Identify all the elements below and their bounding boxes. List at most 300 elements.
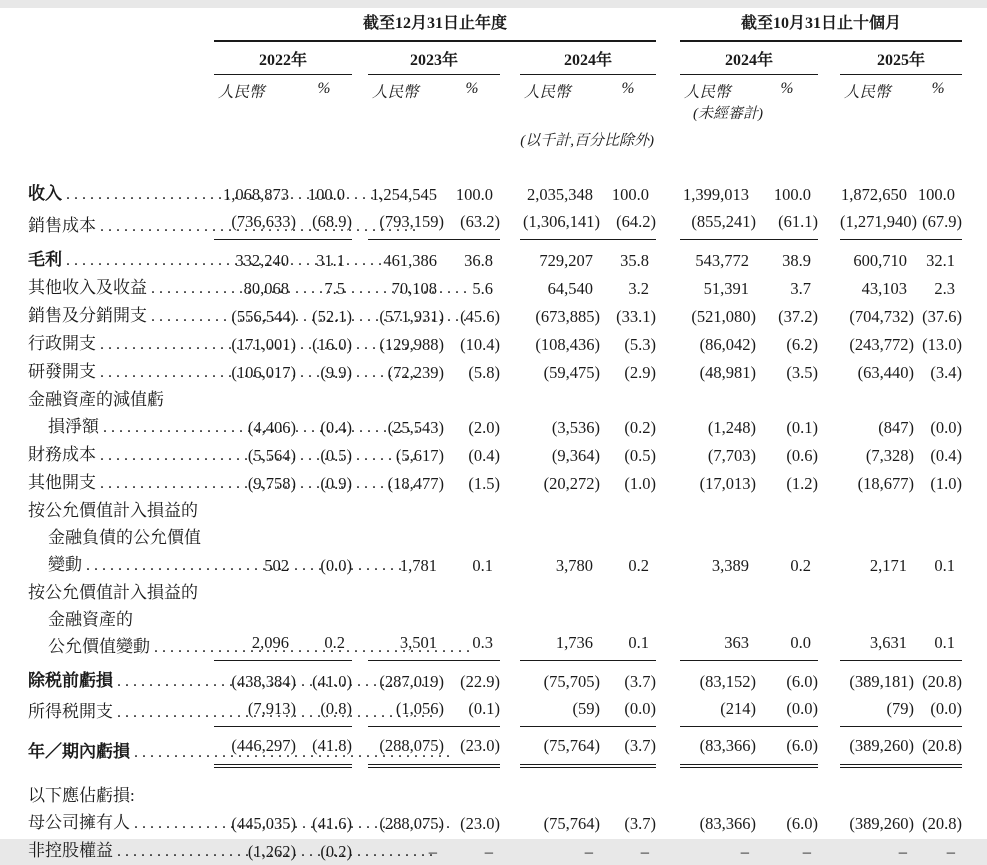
table-row [28,441,962,469]
cell-value: (3.4) [930,362,963,382]
cell-value: (1,248) [707,417,757,437]
cell-value: (68.9) [296,208,352,240]
spacer-cell [214,123,520,150]
spacer-cell [818,695,840,727]
year-header-2024-ten-months: 2024年 [680,41,818,75]
spacer-cell [656,579,680,661]
cell-value: (17,013) [699,473,757,493]
row-label [28,782,214,809]
spacer-cell [818,180,840,208]
spacer-cell [656,330,680,358]
spacer-cell [500,180,520,208]
cell-value: (0.4) [320,417,352,437]
cell-value: – [584,842,593,861]
prospectus-financial-page [0,8,987,861]
row-label-text: 金融資產的減值虧 [28,389,164,409]
cell-value: 3.7 [790,278,812,298]
spacer-cell [352,75,368,124]
cell-value: (0.2) [624,417,657,437]
row-label [28,386,214,441]
spacer-cell [656,180,680,208]
spacer-row [28,150,962,180]
row-label [28,358,214,386]
currency-label: 人民幣 [684,84,731,101]
cell-value: 35.8 [620,250,650,270]
row-label-text: 變動 [48,554,82,574]
spacer-cell [28,41,214,75]
cell-value: (736,633) [214,208,296,240]
spacer-cell [818,809,840,837]
spacer-cell [656,667,680,695]
cell-value: – [740,842,750,861]
cell-value: 80,068 [243,278,289,298]
cell-value: 36.8 [464,250,493,270]
table-row [28,695,962,727]
percent-subheader: % [465,80,479,97]
cell-value: 0.3 [444,579,500,661]
period-header-annual: 截至12月31日止年度 [214,8,656,41]
spacer-cell [500,75,520,124]
row-label [28,837,214,865]
cell-value: 1,872,650 [841,185,908,204]
spacer-cell [500,358,520,386]
row-label [28,246,214,274]
cell-value: (63,440) [857,362,915,382]
spacer-cell [818,441,840,469]
cell-value: 2,171 [869,555,908,575]
table-row [28,497,962,579]
cell-value: (0.1) [786,417,819,437]
table-row [28,386,962,441]
cell-value: (5,617) [395,445,444,465]
cell-value: 3,631 [840,579,914,661]
cell-value: – [428,842,437,861]
spacer-cell [656,732,680,766]
cell-value: (10.4) [460,334,500,354]
cell-value: (13.0) [922,334,963,354]
cell-value: (25,543) [387,417,444,437]
cell-value: (33.1) [616,306,657,326]
row-label-text: 毛利 [28,249,62,269]
cell-value [756,782,818,809]
cell-value: (18,677) [857,473,915,493]
cell-value: (86,042) [699,334,757,354]
cell-value: (556,544) [231,306,296,326]
spacer-cell [818,208,840,240]
spacer-cell [500,441,520,469]
cell-value: (41.0) [312,671,352,691]
cell-value: (0.0) [756,695,818,727]
spacer-cell [500,330,520,358]
row-label-text: 研發開支 [28,361,96,381]
cell-value: (83,366) [699,814,757,833]
cell-value: (446,297) [214,732,296,766]
cell-value: (0.5) [320,445,352,465]
cell-value: (79) [840,695,914,727]
cell-value: (288,075) [368,732,444,766]
cell-value: (129,988) [379,334,444,354]
cell-value: 2,096 [214,579,296,661]
cell-value: (0.1) [444,695,500,727]
cell-value: (83,152) [699,671,757,691]
cell-value: 0.2 [790,555,812,575]
cell-value: (0.8) [296,695,352,727]
spacer-cell [656,695,680,727]
cell-value: (52.1) [312,306,352,326]
currency-subheader: 人民幣 [218,84,265,101]
spacer-cell [500,837,520,865]
cell-value: 3,501 [368,579,444,661]
cell-value: 363 [680,579,756,661]
spacer-cell [656,75,680,124]
cell-value: (2.0) [468,417,500,437]
cell-value: (63.2) [444,208,500,240]
spacer-cell [500,695,520,727]
cell-value: 100.0 [917,185,956,204]
cell-value: 100.0 [307,185,345,204]
cell-value: 3,780 [555,555,593,575]
cell-value: 0.1 [934,555,956,575]
row-label-text: 按公允價值計入損益的 [28,582,198,602]
cell-value: (0.0) [320,555,352,575]
cell-value: (108,436) [535,334,600,354]
cell-value: (793,159) [368,208,444,240]
spacer-cell [818,732,840,766]
cell-value: (0.0) [930,417,963,437]
cell-value: (9,364) [551,445,600,465]
cell-value [840,782,914,809]
cell-value: (22.9) [460,671,500,691]
year-header-2022: 2022年 [214,41,352,75]
row-label [28,274,214,302]
spacer-cell [500,579,520,661]
cell-value: (6.0) [786,671,819,691]
table-row [28,302,962,330]
cell-value: (3.7) [624,814,657,833]
cell-value: (6.0) [786,814,819,833]
row-label-text: 銷售及分銷開支 [28,305,147,325]
row-label [28,469,214,497]
cell-value: (1,262) [247,842,296,861]
dot-leader [86,552,402,579]
spacer-cell [818,837,840,865]
cell-value: 100.0 [611,185,650,204]
cell-value: (214) [680,695,756,727]
spacer-cell [818,41,840,75]
table-row [28,732,962,766]
cell-value: (2.9) [624,362,657,382]
currency-subheader: 人民幣 [844,84,891,101]
spacer-cell [656,302,680,330]
period-header-row [28,8,962,41]
spacer-cell [500,782,520,809]
row-label-text: 金融負債的公允價值 [48,527,201,547]
spacer-cell [656,246,680,274]
cell-value: (3,536) [551,417,600,437]
row-label [28,497,214,579]
cell-value: (0.0) [600,695,656,727]
cell-value: (5,564) [247,445,296,465]
row-label-text: 非控股權益 [28,841,113,860]
cell-value: 43,103 [861,278,908,298]
table-row [28,330,962,358]
cell-value: (20.8) [914,732,962,766]
row-label-text: 損淨額 [48,416,99,436]
spacer-cell [818,75,840,124]
cell-value: (5.3) [624,334,657,354]
cell-value [600,782,656,809]
spacer-cell [818,667,840,695]
spacer-cell [656,41,680,75]
cell-value: (23.0) [444,732,500,766]
cell-value: (61.1) [756,208,818,240]
spacer-cell [500,667,520,695]
cell-value: (673,885) [535,306,600,326]
spacer-cell [656,782,680,809]
spacer-cell [656,8,680,41]
cell-value: (171,001) [231,334,296,354]
cell-value [444,782,500,809]
spacer-cell [352,782,368,809]
spacer-cell [818,330,840,358]
spacer-cell [656,441,680,469]
cell-value: (704,732) [849,306,915,326]
year-header-2025: 2025年 [840,41,962,75]
spacer-cell [500,469,520,497]
cell-value: (7,913) [214,695,296,727]
cell-value: 1,254,545 [371,185,437,204]
spacer-cell [656,208,680,240]
percent-subheader: % [931,80,945,97]
cell-value: 3.2 [628,278,650,298]
cell-value: (445,035) [231,814,296,833]
table-row [28,208,962,240]
cell-value [680,782,756,809]
spacer-cell [818,246,840,274]
cell-value: (855,241) [680,208,756,240]
spacer-cell [818,469,840,497]
row-label-text: 所得税開支 [28,702,113,721]
cell-value: 0.1 [472,555,493,575]
cell-value: (521,080) [691,306,757,326]
cell-value: (7,703) [707,445,757,465]
cell-value: 1,399,013 [683,185,750,204]
row-label [28,208,214,240]
row-label [28,579,214,661]
cell-value: – [802,842,812,861]
cell-value: (5.8) [468,362,500,382]
cell-value: (67.9) [914,208,962,240]
cell-value: 0.2 [628,555,650,575]
table-row [28,782,962,809]
table-row [28,469,962,497]
cell-value: (0.2) [320,842,352,861]
cell-value [914,782,962,809]
table-row [28,246,962,274]
cell-value: (23.0) [460,814,500,833]
cell-value: (1.5) [468,473,500,493]
cell-value: (389,260) [849,814,915,833]
cell-value: (59) [520,695,600,727]
spacer-cell [500,274,520,302]
units-note: (以千計,百分比除外) [520,133,655,149]
row-label [28,732,214,766]
spacer-cell [656,386,680,441]
cell-value: (37.2) [778,306,819,326]
row-label-text: 收入 [28,184,62,203]
cell-value: 729,207 [539,250,593,270]
cell-value: 0.1 [914,579,962,661]
cell-value [520,782,600,809]
cell-value: 31.1 [316,250,345,270]
spacer-cell [500,208,520,240]
spacer-cell [28,8,214,41]
cell-value: 7.5 [324,278,345,298]
cell-value: (1.0) [930,473,963,493]
cell-value: – [640,842,650,861]
cell-value: (1.2) [786,473,819,493]
cell-value: (4,406) [247,417,296,437]
cell-value: (72,239) [387,362,444,382]
cell-value: – [484,842,493,861]
table-row [28,358,962,386]
year-header-2023: 2023年 [368,41,500,75]
spacer-cell [818,358,840,386]
cell-value: 0.0 [756,579,818,661]
spacer-cell [818,386,840,441]
cell-value: (41.6) [312,814,352,833]
spacer-cell [656,123,962,150]
cell-value: (389,181) [849,671,915,691]
cell-value: 0.1 [600,579,656,661]
cell-value: (45.6) [460,306,500,326]
table-row [28,837,962,865]
cell-value: (48,981) [699,362,757,382]
subheader-row [28,75,962,124]
cell-value: (0.9) [320,473,352,493]
cell-value: (1,271,940) [840,208,914,240]
percent-subheader: % [780,80,794,97]
cell-value: (75,705) [543,671,600,691]
spacer-cell [500,246,520,274]
cell-value: (18,477) [387,473,444,493]
cell-value [368,782,444,809]
row-label [28,809,214,837]
currency-subheader-unaudited [680,75,764,124]
cell-value: (3.7) [600,732,656,766]
cell-value: (1.0) [624,473,657,493]
cell-value: 51,391 [703,278,750,298]
spacer-cell [500,386,520,441]
cell-value: 38.9 [782,250,812,270]
row-label-text: 其他開支 [28,472,96,492]
cell-value: 3,389 [711,555,750,575]
spacer-cell [818,782,840,809]
spacer-cell [818,274,840,302]
spacer-cell [500,302,520,330]
spacer-cell [818,302,840,330]
table-row [28,579,962,661]
cell-value: (9,758) [247,473,296,493]
units-note-row [28,123,962,150]
cell-value: (106,017) [231,362,296,382]
year-header-2024: 2024年 [520,41,656,75]
cell-value: (9.9) [320,362,352,382]
row-label-text: 除税前虧損 [28,670,113,690]
row-label [28,441,214,469]
cell-value: 1,736 [520,579,600,661]
spacer-cell [28,123,214,150]
cell-value: (59,475) [543,362,600,382]
table-row [28,667,962,695]
spacer-cell [818,497,840,579]
cell-value: (20.8) [922,814,963,833]
cell-value: (6.2) [786,334,819,354]
spacer-cell [656,837,680,865]
spacer-cell [500,41,520,75]
cell-value: (287,019) [379,671,444,691]
cell-value: (20,272) [543,473,600,493]
row-label [28,302,214,330]
cell-value: (571,931) [379,306,444,326]
row-label [28,667,214,695]
cell-value: 2,035,348 [527,185,593,204]
cell-value: (847) [878,417,915,437]
period-header-ten-months: 截至10月31日止十個月 [680,8,962,41]
cell-value: 1,781 [399,555,437,575]
row-label [28,180,214,208]
spacer-cell [352,41,368,75]
cell-value: – [898,842,908,861]
row-label-text: 銷售成本 [28,215,96,235]
cell-value: (243,772) [849,334,915,354]
cell-value: 461,386 [383,250,437,270]
spacer-cell [500,732,520,766]
cell-value: 5.6 [472,278,493,298]
row-label-text: 年／期內虧損 [28,742,130,761]
cell-value: 600,710 [853,250,908,270]
cell-value: 543,772 [695,250,750,270]
spacer-cell [656,358,680,386]
spacer-cell [656,809,680,837]
cell-value: 502 [264,555,289,575]
currency-subheader: 人民幣 [524,84,571,101]
cell-value: (75,764) [520,732,600,766]
cell-value: (6.0) [756,732,818,766]
spacer-row [28,766,962,782]
cell-value: 100.0 [773,185,812,204]
spacer-cell [656,469,680,497]
cell-value: 70,108 [391,278,437,298]
row-label-text: 金融資產的 [48,609,133,629]
cell-value: 64,540 [547,278,593,298]
row-label-text: 以下應佔虧損: [28,786,135,805]
row-label [28,695,214,727]
spacer-cell [500,809,520,837]
currency-subheader: 人民幣 [372,84,419,101]
cell-value: (389,260) [840,732,914,766]
cell-value [214,782,296,809]
cell-value: (0.5) [624,445,657,465]
cell-value: (0.4) [468,445,500,465]
row-label-text: 公允價值變動 [48,636,150,656]
row-label-text: 財務成本 [28,444,96,464]
table-row [28,274,962,302]
spacer-cell [656,274,680,302]
row-label-text: 行政開支 [28,333,96,353]
spacer-cell [656,497,680,579]
percent-subheader: % [317,80,331,97]
